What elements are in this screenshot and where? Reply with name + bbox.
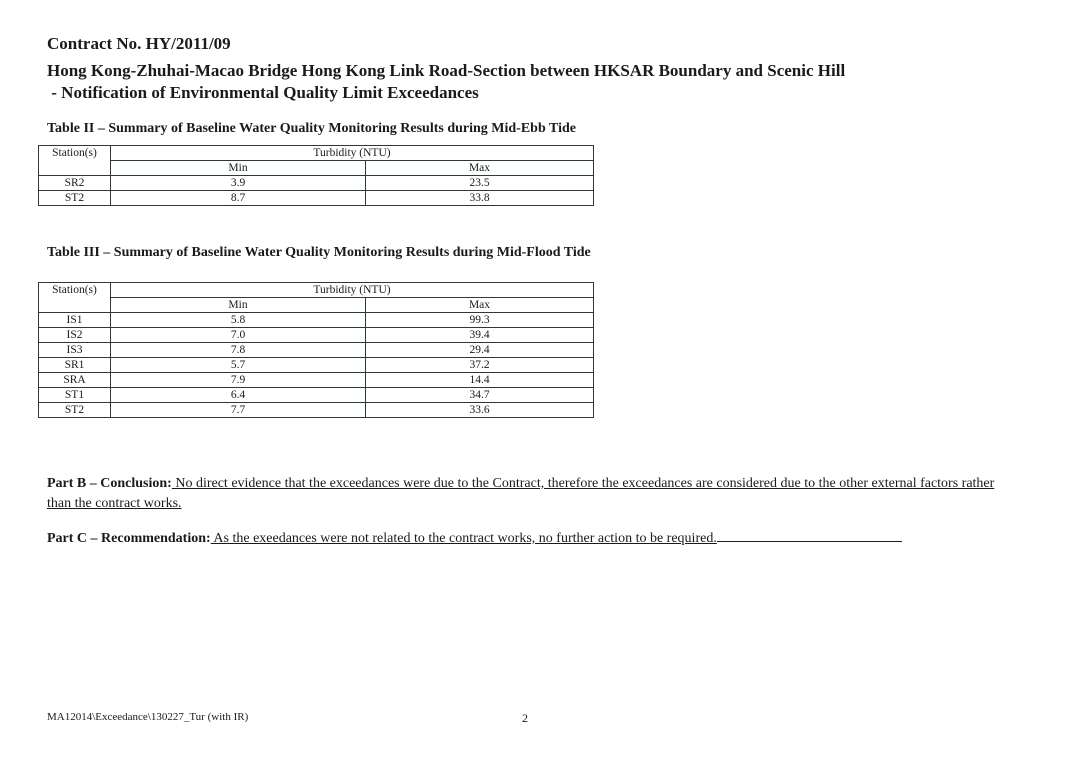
table2-header-station: Station(s) bbox=[39, 146, 111, 176]
table3-header-min: Min bbox=[111, 298, 366, 313]
max-cell: 34.7 bbox=[366, 388, 594, 403]
table3-header-station: Station(s) bbox=[39, 283, 111, 313]
table-row bbox=[39, 343, 594, 358]
min-cell: 6.4 bbox=[111, 388, 366, 403]
table-row bbox=[39, 403, 594, 418]
part-c-label: Part C – Recommendation: bbox=[47, 531, 211, 546]
min-cell: 5.8 bbox=[111, 313, 366, 328]
station-cell: IS3 bbox=[39, 343, 111, 358]
max-cell: 33.6 bbox=[366, 403, 594, 418]
min-cell: 7.7 bbox=[111, 403, 366, 418]
table3-header-turbidity: Turbidity (NTU) bbox=[111, 283, 594, 298]
document-title: Hong Kong-Zhuhai-Macao Bridge Hong Kong Link Road-Section between HKSAR Boundary and Scenic Hill bbox=[47, 61, 846, 80]
station-cell: SR2 bbox=[39, 176, 111, 191]
max-cell: 99.3 bbox=[366, 313, 594, 328]
table-row bbox=[39, 328, 594, 343]
table-row bbox=[39, 358, 594, 373]
min-cell: 7.8 bbox=[111, 343, 366, 358]
table2-header-max: Max bbox=[366, 161, 594, 176]
station-cell: ST2 bbox=[39, 191, 111, 206]
min-cell: 7.9 bbox=[111, 373, 366, 388]
page-number: 2 bbox=[522, 711, 528, 725]
part-c-recommendation bbox=[47, 528, 1012, 549]
table-row bbox=[39, 191, 594, 206]
part-b-label: Part B – Conclusion: bbox=[47, 476, 172, 491]
table-row bbox=[39, 313, 594, 328]
table2-mid-ebb bbox=[38, 145, 594, 206]
station-cell: IS2 bbox=[39, 328, 111, 343]
table2-header-turbidity: Turbidity (NTU) bbox=[111, 146, 594, 161]
station-cell: SR1 bbox=[39, 358, 111, 373]
part-b-conclusion bbox=[47, 474, 1012, 514]
max-cell: 23.5 bbox=[366, 176, 594, 191]
part-c-text: As the exeedances were not related to the contract works, no further action to be required. bbox=[210, 531, 717, 546]
document-subtitle: - Notification of Environmental Quality Limit Exceedances bbox=[47, 83, 479, 102]
max-cell: 37.2 bbox=[366, 358, 594, 373]
min-cell: 7.0 bbox=[111, 328, 366, 343]
station-cell: SRA bbox=[39, 373, 111, 388]
max-cell: 33.8 bbox=[366, 191, 594, 206]
fill-line bbox=[717, 528, 902, 542]
station-cell: IS1 bbox=[39, 313, 111, 328]
table3-mid-flood bbox=[38, 282, 594, 418]
max-cell: 39.4 bbox=[366, 328, 594, 343]
table3-header-max: Max bbox=[366, 298, 594, 313]
table3-caption: Table III – Summary of Baseline Water Quality Monitoring Results during Mid-Flood Tide bbox=[47, 245, 591, 260]
min-cell: 5.7 bbox=[111, 358, 366, 373]
table-row bbox=[39, 176, 594, 191]
table2-header-min: Min bbox=[111, 161, 366, 176]
station-cell: ST2 bbox=[39, 403, 111, 418]
table2-caption: Table II – Summary of Baseline Water Quality Monitoring Results during Mid-Ebb Tide bbox=[47, 121, 576, 136]
contract-number: Contract No. HY/2011/09 bbox=[47, 34, 231, 53]
max-cell: 29.4 bbox=[366, 343, 594, 358]
min-cell: 8.7 bbox=[111, 191, 366, 206]
part-b-text: No direct evidence that the exceedances were due to the Contract, therefore the exceedances are considered due to the other external factors rather than the contract works. bbox=[47, 476, 995, 511]
max-cell: 14.4 bbox=[366, 373, 594, 388]
footer-file-path: MA12014\Exceedance\130227_Tur (with IR) bbox=[47, 711, 249, 723]
table-row bbox=[39, 373, 594, 388]
station-cell: ST1 bbox=[39, 388, 111, 403]
table-row bbox=[39, 388, 594, 403]
min-cell: 3.9 bbox=[111, 176, 366, 191]
